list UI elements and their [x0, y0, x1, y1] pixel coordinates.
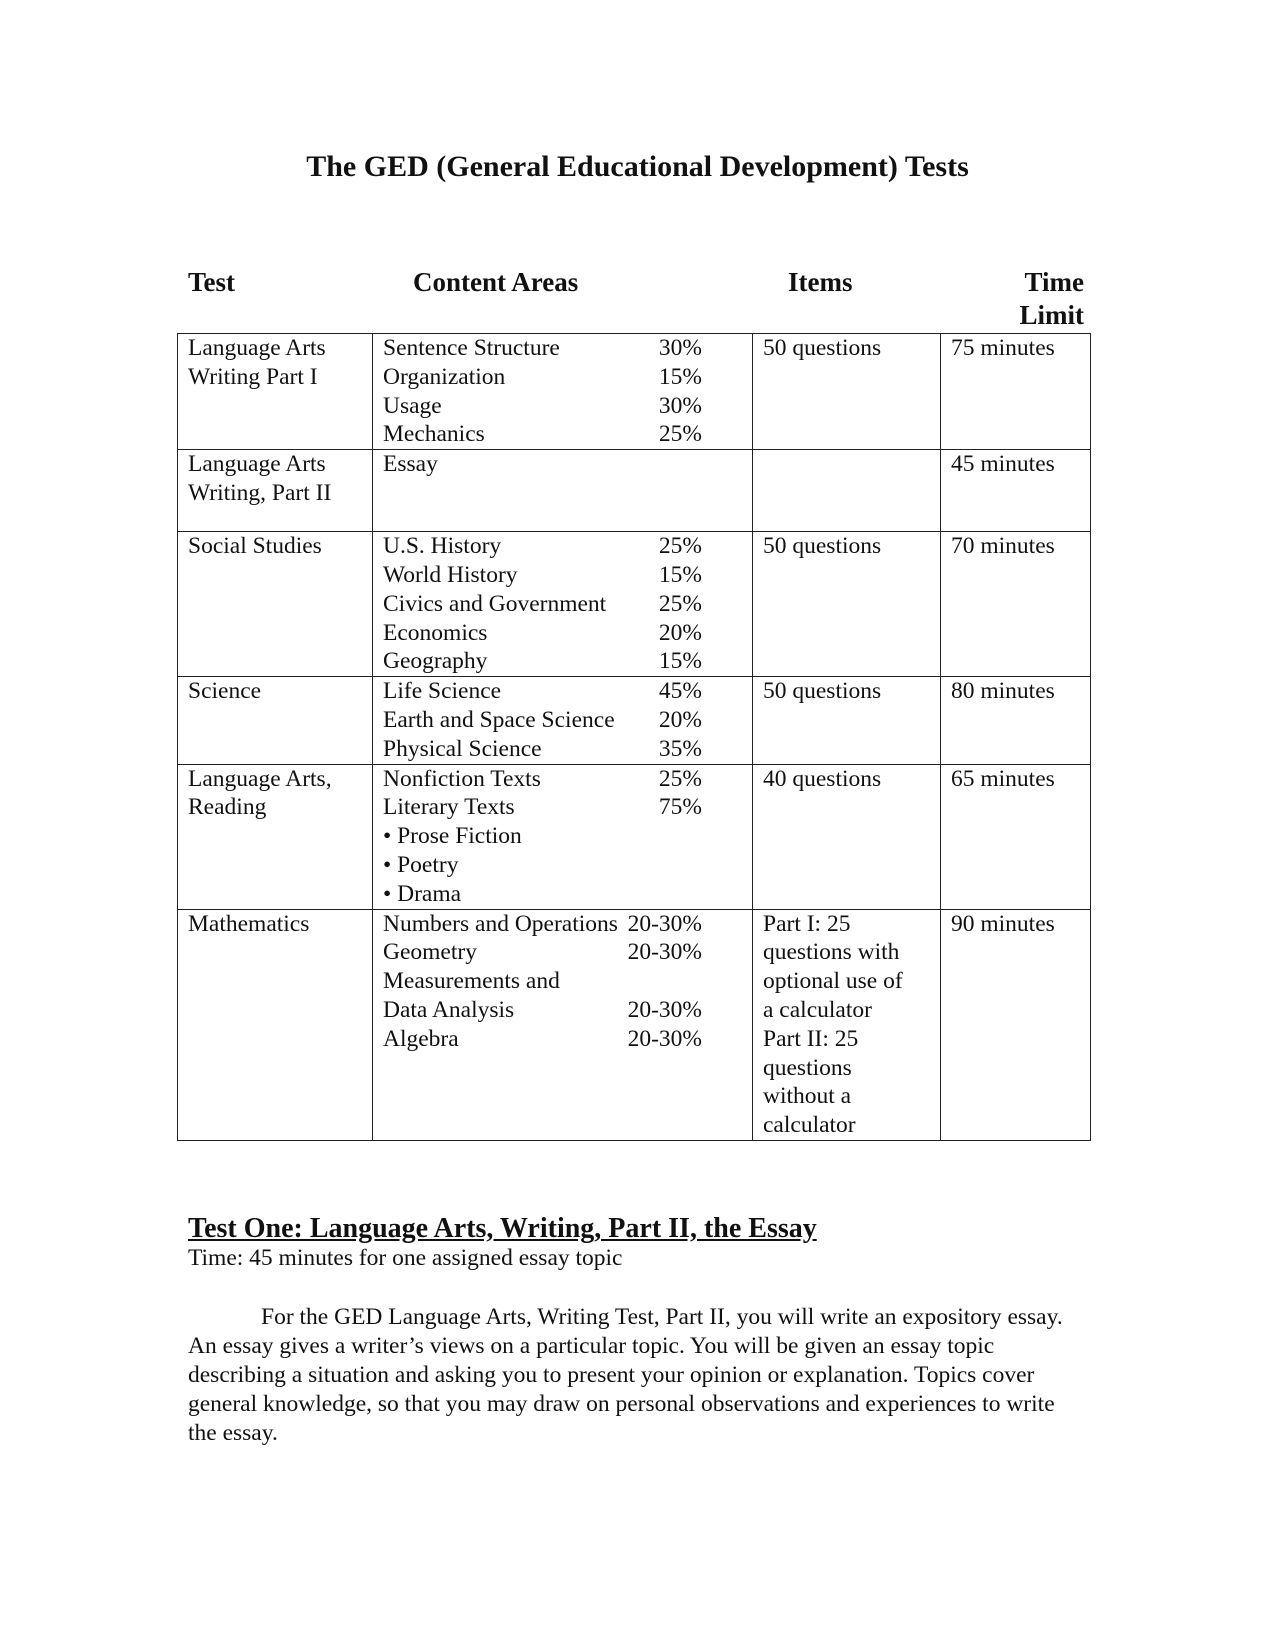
content-area-item	[383, 363, 742, 392]
content-area-item	[383, 561, 742, 590]
content-area-percent: 15%	[658, 561, 702, 588]
test-name-cell	[178, 909, 373, 1140]
test-name-cell	[178, 764, 373, 909]
content-area-percent: 20-30%	[627, 996, 702, 1023]
content-areas-cell	[373, 532, 753, 677]
header-time-line1: Time	[1024, 267, 1084, 297]
ged-tests-table	[177, 333, 1091, 1141]
content-area-item	[383, 851, 742, 880]
content-area-item	[383, 938, 742, 967]
time-limit-cell: 70 minutes	[941, 532, 1091, 677]
content-areas-cell	[373, 450, 753, 532]
content-area-percent	[702, 880, 742, 909]
content-area-percent: 25%	[658, 533, 702, 560]
items-line: Part II: 25	[763, 1025, 859, 1052]
ged-table-body	[178, 334, 1091, 1141]
test-name-cell	[178, 450, 373, 532]
content-area-item	[383, 880, 742, 909]
table-row	[178, 450, 1091, 532]
content-areas-cell	[373, 909, 753, 1140]
content-area-label: Sentence Structure	[383, 335, 560, 361]
content-area-label: Economics	[383, 619, 488, 646]
content-area-percent: 20-30%	[627, 939, 702, 966]
content-area-item	[383, 619, 742, 648]
content-area-label: Organization	[383, 363, 506, 390]
items-line: 50 questions	[763, 335, 882, 361]
content-area-item	[383, 647, 742, 676]
content-area-label: • Drama	[383, 880, 461, 909]
items-line: Part I: 25	[763, 910, 851, 937]
items-line: 40 questions	[763, 765, 882, 792]
time-limit-cell: 75 minutes	[941, 334, 1091, 450]
time-limit-cell: 65 minutes	[941, 764, 1091, 909]
items-line: optional use of	[763, 968, 903, 995]
content-area-label: Data Analysis	[383, 996, 515, 1023]
content-area-percent: 35%	[658, 735, 702, 762]
content-area-percent	[702, 822, 742, 851]
items-line: without a	[763, 1083, 852, 1110]
header-test: Test	[188, 267, 236, 297]
content-area-label: Geometry	[383, 939, 477, 966]
page-title: The GED (General Educational Development) Tests	[306, 150, 969, 183]
content-area-item	[383, 765, 742, 794]
content-area-label: U.S. History	[383, 533, 502, 560]
items-cell	[753, 764, 941, 909]
items-line: a calculator	[763, 996, 872, 1023]
content-area-percent	[702, 967, 742, 996]
items-cell	[753, 677, 941, 764]
content-area-percent: 45%	[658, 678, 702, 705]
test-name-line: Writing Part I	[188, 363, 318, 390]
test-name-cell	[178, 677, 373, 764]
table-row	[178, 764, 1091, 909]
content-area-percent: 30%	[658, 392, 702, 419]
table-row	[178, 677, 1091, 764]
content-area-item	[383, 793, 742, 822]
test-name-line: Language Arts	[188, 335, 326, 361]
content-area-label: Measurements and	[383, 968, 560, 995]
items-line: calculator	[763, 1112, 856, 1139]
test-name-cell	[178, 334, 373, 450]
table-row	[178, 909, 1091, 1140]
essay-heading: Test One: Language Arts, Writing, Part II, the Essay	[188, 1213, 817, 1244]
header-content-areas: Content Areas	[413, 267, 579, 297]
test-name-line: Science	[188, 678, 262, 705]
test-name-line: Mathematics	[188, 910, 310, 937]
test-name-line: Language Arts,	[188, 765, 332, 792]
content-area-label: Geography	[383, 648, 488, 675]
content-area-percent: 20-30%	[627, 1025, 702, 1052]
content-area-percent: 15%	[658, 363, 702, 390]
items-cell	[753, 450, 941, 532]
content-area-percent: 25%	[658, 765, 702, 792]
content-area-label: Usage	[383, 392, 442, 419]
content-area-label: Life Science	[383, 678, 502, 705]
test-name-line: Reading	[188, 794, 267, 821]
time-limit-cell: 45 minutes	[941, 450, 1091, 532]
test-name-line: Language Arts	[188, 451, 326, 478]
content-area-label: • Prose Fiction	[383, 822, 522, 851]
header-time-limit	[1000, 266, 1084, 332]
content-area-item	[383, 677, 742, 706]
content-area-percent: 15%	[658, 648, 702, 675]
table-row	[178, 532, 1091, 677]
content-area-item	[383, 1025, 742, 1054]
content-area-label: Nonfiction Texts	[383, 765, 541, 792]
content-areas-cell	[373, 764, 753, 909]
header-time-line2: Limit	[1019, 300, 1084, 330]
content-area-label: Literary Texts	[383, 794, 515, 821]
items-cell	[753, 909, 941, 1140]
items-line: 50 questions	[763, 678, 882, 705]
content-area-item	[383, 910, 742, 939]
content-area-percent: 20-30%	[627, 910, 702, 937]
content-area-item	[383, 420, 742, 449]
content-area-item	[383, 532, 742, 561]
header-items: Items	[788, 267, 853, 297]
content-area-label: World History	[383, 561, 518, 588]
content-area-label: Civics and Government	[383, 590, 607, 617]
content-area-percent	[702, 450, 742, 479]
content-area-percent	[702, 851, 742, 880]
content-area-item	[383, 735, 742, 764]
content-area-percent: 20%	[658, 706, 702, 733]
content-area-item	[383, 996, 742, 1025]
content-area-label: Algebra	[383, 1025, 459, 1052]
content-areas-cell	[373, 334, 753, 450]
content-area-percent: 20%	[658, 619, 702, 646]
items-cell	[753, 334, 941, 450]
content-area-percent: 25%	[658, 590, 702, 617]
content-area-item	[383, 590, 742, 619]
content-area-label: Physical Science	[383, 735, 542, 762]
essay-paragraph: For the GED Language Arts, Writing Test, Part II, you will write an expository essay. An essay gives a writer’s views on a particular topic. You will be given an essay topic describing a situation and asking you to present your opinion or explanation. Topics cover general knowledge, so that you may draw on personal observations and experiences to write the essay.	[188, 1304, 1063, 1446]
content-area-item	[383, 822, 742, 851]
items-line: 50 questions	[763, 533, 882, 560]
test-name-cell	[178, 532, 373, 677]
essay-time: Time: 45 minutes for one assigned essay topic	[188, 1245, 623, 1271]
content-area-label: Essay	[383, 451, 438, 478]
items-line: questions with	[763, 939, 900, 966]
time-limit-cell: 80 minutes	[941, 677, 1091, 764]
items-cell	[753, 532, 941, 677]
content-area-item	[383, 392, 742, 421]
content-area-percent: 75%	[658, 794, 702, 821]
content-area-label: • Poetry	[383, 851, 458, 880]
content-area-item	[383, 706, 742, 735]
content-area-item	[383, 450, 742, 479]
content-area-label: Mechanics	[383, 421, 485, 448]
content-areas-cell	[373, 677, 753, 764]
table-row	[178, 334, 1091, 450]
content-area-label: Numbers and Operations	[383, 910, 618, 937]
test-name-line: Writing, Part II	[188, 479, 332, 506]
time-limit-cell: 90 minutes	[941, 909, 1091, 1140]
content-area-percent: 25%	[658, 421, 702, 448]
content-area-percent: 30%	[658, 335, 702, 361]
content-area-item	[383, 967, 742, 996]
content-area-label: Earth and Space Science	[383, 706, 615, 733]
content-area-item	[383, 334, 742, 363]
items-line: questions	[763, 1054, 852, 1081]
test-name-line: Social Studies	[188, 533, 322, 560]
